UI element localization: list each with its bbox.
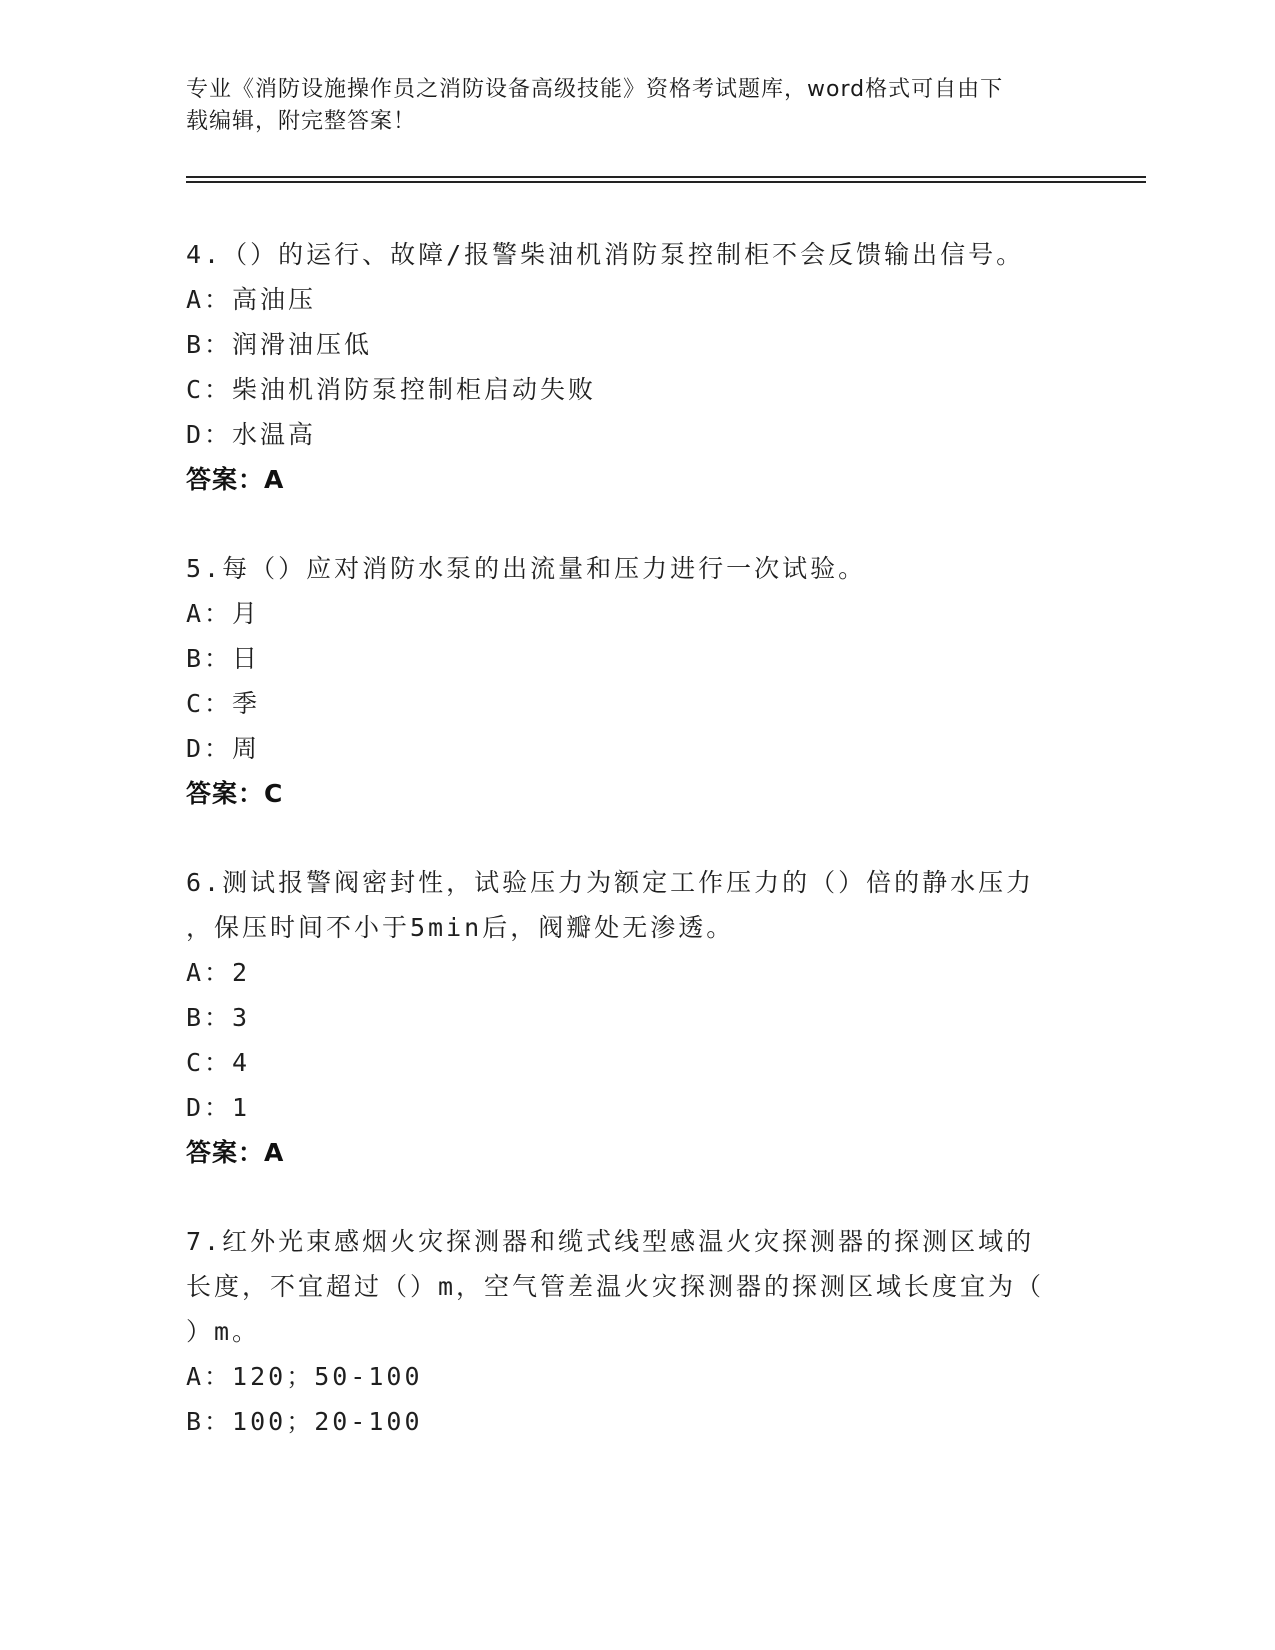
question-stem-line: 4.（）的运行、故障/报警柴油机消防泵控制柜不会反馈输出信号。 (186, 240, 1025, 269)
question-list (186, 232, 1086, 1488)
answer: 答案：C (186, 779, 284, 808)
option-d: D：水温高 (186, 420, 317, 449)
question-stem-line: ）m。 (186, 1317, 261, 1346)
header-line-1: 专业《消防设施操作员之消防设备高级技能》资格考试题库，word格式可自由下 (186, 77, 1004, 102)
question-6 (186, 860, 1086, 1175)
question-stem-line: ，保压时间不小于5min后，阀瓣处无渗透。 (186, 913, 735, 942)
option-c: C：季 (186, 689, 261, 718)
question-7 (186, 1219, 1086, 1444)
option-d: D：1 (186, 1093, 251, 1122)
header-divider-bottom (186, 181, 1146, 183)
option-a: A：高油压 (186, 285, 317, 314)
option-a: A：120；50-100 (186, 1362, 423, 1391)
header-line-2: 载编辑，附完整答案！ (186, 109, 417, 134)
option-b: B：日 (186, 644, 261, 673)
question-4 (186, 232, 1086, 502)
answer: 答案：A (186, 1138, 285, 1167)
question-stem-line: 6.测试报警阀密封性，试验压力为额定工作压力的（）倍的静水压力 (186, 868, 1035, 897)
question-5 (186, 546, 1086, 816)
option-b: B：润滑油压低 (186, 330, 373, 359)
question-stem-line: 7.红外光束感烟火灾探测器和缆式线型感温火灾探测器的探测区域的 (186, 1227, 1035, 1256)
option-c: C：4 (186, 1048, 251, 1077)
document-header (186, 74, 1066, 138)
question-stem (186, 1219, 1086, 1354)
header-divider-top (186, 176, 1146, 178)
option-d: D：周 (186, 734, 261, 763)
question-stem-line: 5.每（）应对消防水泵的出流量和压力进行一次试验。 (186, 554, 867, 583)
option-b: B：100；20-100 (186, 1407, 423, 1436)
question-stem-line: 长度，不宜超过（）m，空气管差温火灾探测器的探测区域长度宜为（ (186, 1272, 1045, 1301)
question-stem (186, 546, 1086, 591)
option-a: A：月 (186, 599, 261, 628)
option-b: B：3 (186, 1003, 251, 1032)
question-stem (186, 232, 1086, 277)
option-c: C：柴油机消防泵控制柜启动失败 (186, 375, 597, 404)
option-a: A：2 (186, 958, 251, 987)
answer: 答案：A (186, 465, 285, 494)
question-stem (186, 860, 1086, 950)
